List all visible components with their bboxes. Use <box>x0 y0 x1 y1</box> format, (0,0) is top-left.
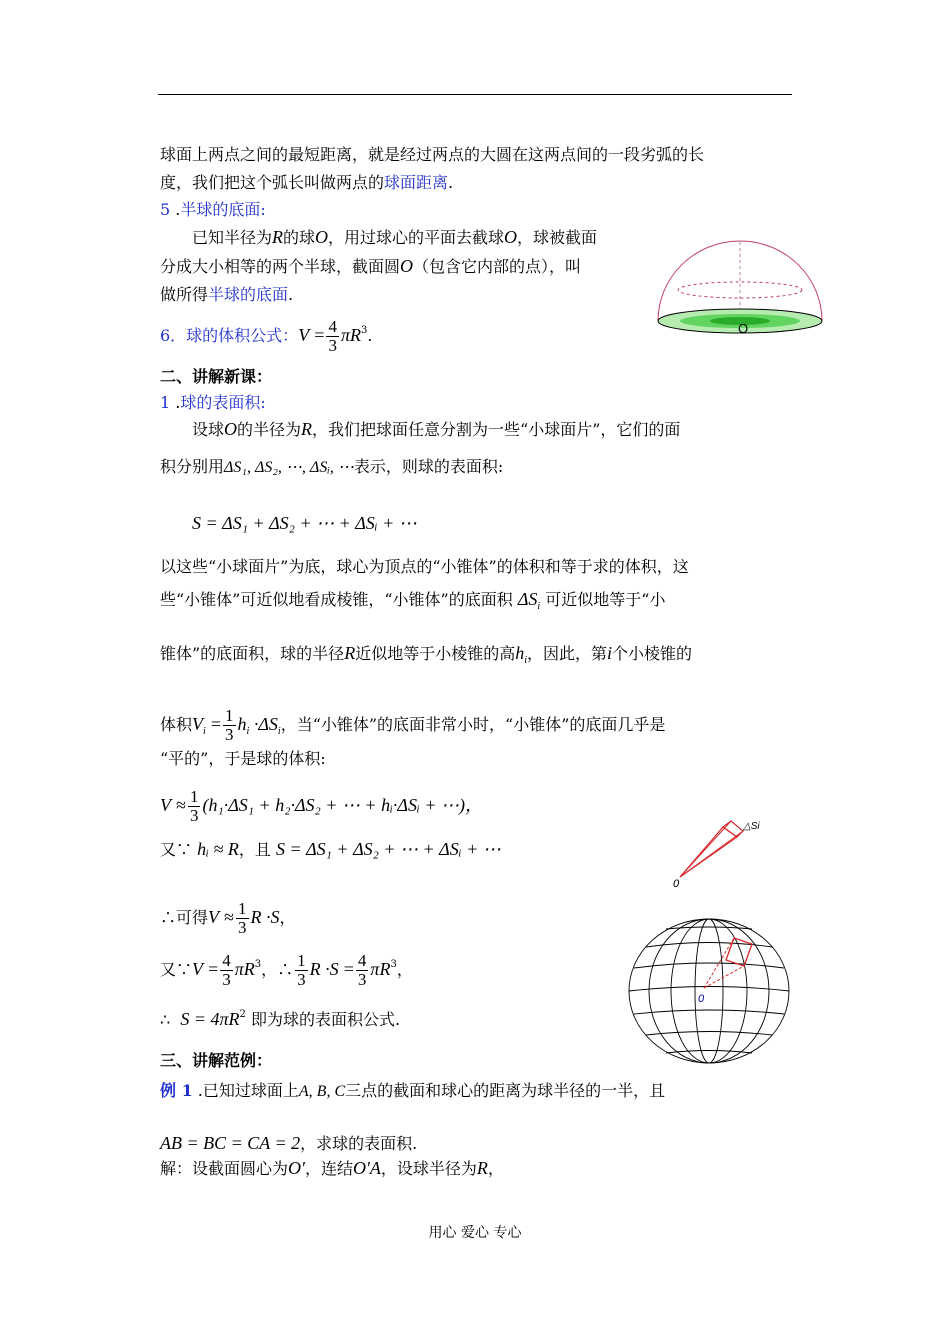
section-5-line-3: 做所得半球的底面. <box>160 285 294 304</box>
header-rule <box>158 94 792 95</box>
part-2-line-4: 体积$V_i$ = $\frac{1}{3}$ $h_i \cdot\Delta S_i$，当“小锥体”的底面非常小时，“小锥体”的底面几乎是 <box>160 706 666 744</box>
therefore-line-1: ∴可得V ≈ $\frac{1}{3}$ R ·S， <box>160 899 296 937</box>
intro-line-2: 度，我们把这个弧长叫做两点的球面距离. <box>160 173 454 192</box>
also-line-1: 又∵ hᵢ ≈ R，且 S = ΔS₁ + ΔS₂ + ⋯ + ΔSᵢ + ⋯ <box>160 839 501 859</box>
volume-approx-formula: V ≈ $\frac{1}{3}$ (h₁·ΔS₁ + h₂·ΔS₂ + ⋯ + hᵢ·ΔSᵢ + ⋯)， <box>160 787 483 825</box>
section-5-line-1: 已知半径为R的球O，用过球心的平面去截球O，球被截面 <box>192 227 598 247</box>
surface-sum-formula: S = ΔS₁ + ΔS₂ + ⋯ + ΔSᵢ + ⋯ <box>192 513 417 533</box>
example-1-line-1: 例 1 .已知过球面上A, B, C三点的截面和球心的距离为球半径的一半，且 <box>160 1081 666 1100</box>
also-line-2: 又∵V = $\frac{4}{3}$ $\pi R^3$，∴ $\frac{1}{3}$ R ·S = $\frac{4}{3}$ $\pi R^3$， <box>160 951 413 989</box>
section-5-heading: 5 .半球的底面: <box>160 200 266 219</box>
part-1-heading: 1 .球的表面积: <box>160 393 266 412</box>
example-1-line-3: 解：设截面圆心为O′，连结O′A，设球半径为R， <box>160 1158 504 1178</box>
sphere-center-label: 0 <box>698 993 705 1005</box>
section-5-line-2: 分成大小相等的两个半球，截面圆O（包含它内部的点），叫 <box>160 256 582 276</box>
hemisphere-center-label: O <box>738 321 749 336</box>
therefore-line-3: ∴ $S = 4\pi R^2$ 即为球的表面积公式. <box>160 1009 401 1029</box>
part-2-line-1: 以这些“小球面片”为底，球心为顶点的“小锥体”的体积和等于求的体积，这 <box>160 557 689 576</box>
cone-apex-label: 0 <box>673 878 680 890</box>
part-1-line-2: 积分别用ΔS₁, ΔS₂, ⋯, ΔSᵢ, ⋯表示，则球的表面积: <box>160 457 504 476</box>
part-2-line-2: 些“小锥体”可近似地看成棱锥，“小锥体”的底面积 $\Delta S_i$ 可近似地等于“小 <box>160 589 666 612</box>
section-6-formula: 6．球的体积公式：V = $\frac{4}{3}$ $\pi R^3$. <box>160 317 373 355</box>
part-2-line-5: “平的”，于是球的体积: <box>160 749 326 768</box>
intro-line-1: 球面上两点之间的最短距离，就是经过两点的大圆在这两点间的一段劣弧的长 <box>160 145 705 164</box>
hemisphere-figure <box>650 236 830 346</box>
delta-si-label: △Si <box>743 821 760 832</box>
small-cone-figure <box>665 815 775 895</box>
section-3-heading: 三、讲解范例： <box>160 1051 273 1070</box>
part-1-line-1: 设球O的半径为R，我们把球面任意分割为一些“小球面片”，它们的面 <box>192 419 681 439</box>
section-2-heading: 二、讲解新课： <box>160 367 273 386</box>
example-1-line-2: AB = BC = CA = 2，求球的表面积. <box>160 1133 418 1153</box>
footer-motto: 用心 爱心 专心 <box>428 1225 522 1241</box>
sphere-figure <box>624 916 794 1066</box>
part-2-line-3: 锥体”的底面积，球的半径R近似地等于小棱锥的高$h_i$，因此，第i个小棱锥的 <box>160 643 693 666</box>
